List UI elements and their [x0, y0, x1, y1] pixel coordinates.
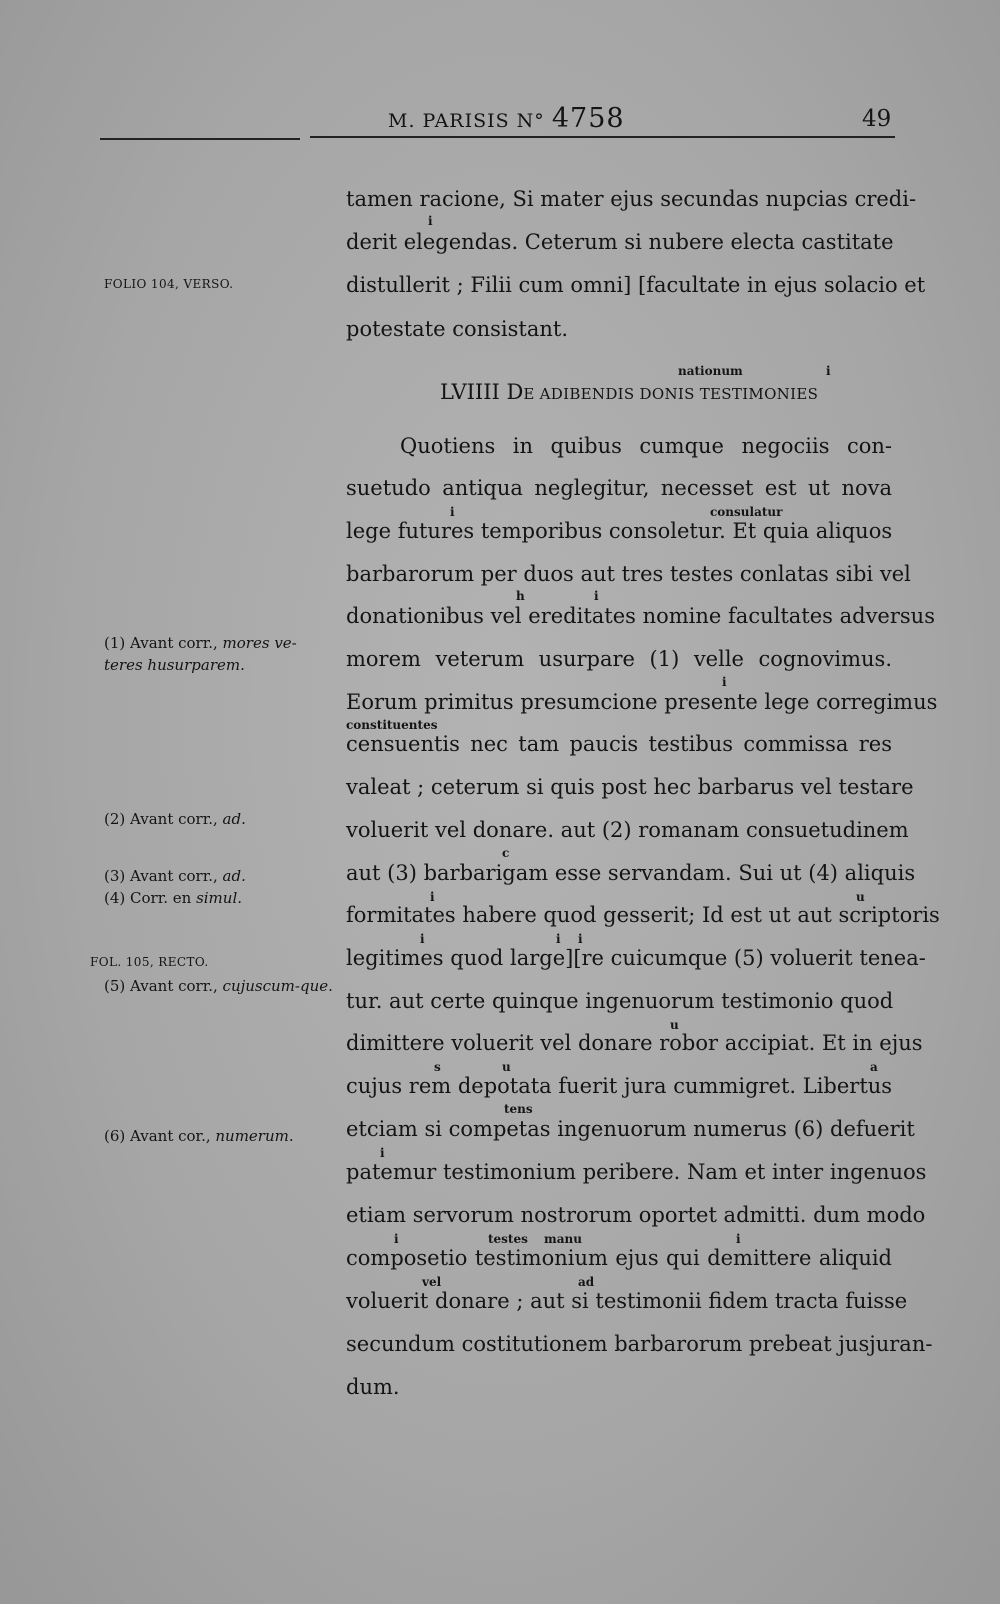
chapter-numeral: LVIIII [440, 380, 500, 404]
footnote-2-text: (2) Avant corr., [104, 810, 223, 828]
interlinear-note: nationum [678, 364, 743, 378]
interlinear-note: manu [544, 1232, 582, 1246]
footnote-3 [104, 865, 334, 887]
text-line: valeat ; ceterum si quis post hec barbarus vel testare [346, 775, 914, 799]
text-line: secundum costitutionem barbarorum prebeat jusjuran- [346, 1332, 933, 1356]
text-line: censuentis nec tam paucis testibus commissa res [346, 732, 892, 756]
text-line: lege futures temporibus consoletur. Et quia aliquos [346, 519, 893, 543]
margin-folio-verso: FOLIO 104, VERSO. [104, 277, 234, 291]
chapter-title: E ADIBENDIS DONIS TESTIMONIES [523, 385, 819, 403]
interlinear-note: ad [578, 1275, 595, 1289]
interlinear-note: i [394, 1232, 399, 1246]
footnote-5-variant: cujuscum-que. [222, 977, 333, 995]
interlinear-note: a [870, 1060, 878, 1074]
interlinear-note: h [516, 589, 525, 603]
text-line: donationibus vel ereditates nomine facultates adversus [346, 604, 935, 628]
interlinear-note: tens [504, 1102, 533, 1116]
footnote-3-variant: ad. [222, 867, 246, 885]
interlinear-note: i [556, 932, 561, 946]
text-line: derit elegendas. Ceterum si nubere electa castitate [346, 230, 894, 254]
text-line: Eorum primitus presumcione presente lege corregimus [346, 690, 938, 714]
interlinear-note: i [736, 1232, 741, 1246]
interlinear-note: constituentes [346, 718, 438, 732]
text-line: morem veterum usurpare (1) velle cognovimus. [346, 647, 892, 671]
running-title [388, 103, 625, 134]
text-line: formitates habere quod gesserit; Id est ut aut scriptoris [346, 903, 940, 927]
footnote-5-text: (5) Avant corr., [104, 977, 223, 995]
text-line: voluerit vel donare. aut (2) romanam consuetudinem [346, 818, 909, 842]
footnote-3-text: (3) Avant corr., [104, 867, 223, 885]
chapter-title-initial: D [506, 380, 524, 404]
page-number: 49 [862, 106, 892, 132]
interlinear-note: i [428, 214, 433, 228]
interlinear-note: u [856, 890, 865, 904]
margin-folio-recto: FOL. 105, RECTO. [90, 955, 209, 969]
interlinear-note: i [826, 364, 831, 378]
header-rule-right [310, 136, 895, 138]
footnote-2-variant: ad. [222, 810, 246, 828]
footnote-1 [104, 632, 334, 676]
text-line: voluerit donare ; aut si testimonii fidem tracta fuisse [346, 1289, 908, 1313]
interlinear-note: s [434, 1060, 441, 1074]
header-rule-left [100, 138, 300, 140]
interlinear-note: u [670, 1018, 679, 1032]
chapter-heading [440, 380, 818, 404]
text-line: tur. aut certe quinque ingenuorum testimonio quod [346, 989, 894, 1013]
text-line: dum. [346, 1375, 400, 1399]
text-line: suetudo antiqua neglegitur, necesset est ut nova [346, 476, 892, 500]
footnote-6-variant: numerum. [215, 1127, 294, 1145]
interlinear-note: i [430, 890, 435, 904]
interlinear-note: i [722, 675, 727, 689]
footnote-1-text: (1) Avant corr., [104, 634, 223, 652]
text-line: patemur testimonium peribere. Nam et inter ingenuos [346, 1160, 927, 1184]
interlinear-note: i [578, 932, 583, 946]
running-title-number: 4758 [551, 103, 625, 134]
footnote-4-text: (4) Corr. en [104, 889, 197, 907]
footnote-6-text: (6) Avant cor., [104, 1127, 216, 1145]
interlinear-note: i [420, 932, 425, 946]
interlinear-note: i [380, 1146, 385, 1160]
text-line: etiam servorum nostrorum oportet admitti. dum modo [346, 1203, 926, 1227]
text-line: etciam si competas ingenuorum numerus (6) defuerit [346, 1117, 915, 1141]
interlinear-note: testes [488, 1232, 528, 1246]
footnote-1-variant: mores ve-teres husurparem. [104, 634, 297, 674]
text-line: tamen racione, Si mater ejus secundas nupcias credi- [346, 187, 917, 211]
footnote-2 [104, 808, 334, 830]
text-line: legitimes quod large][re cuicumque (5) voluerit tenea- [346, 946, 926, 970]
text-line: potestate consistant. [346, 317, 569, 341]
footnote-5 [104, 975, 334, 997]
interlinear-note: c [502, 846, 510, 860]
text-line: composetio testimonium ejus qui demittere aliquid [346, 1246, 892, 1270]
text-line: Quotiens in quibus cumque negociis con- [400, 434, 892, 458]
interlinear-note: i [594, 589, 599, 603]
footnote-6 [104, 1125, 334, 1147]
text-line: aut (3) barbarigam esse servandam. Sui ut (4) aliquis [346, 861, 916, 885]
interlinear-note: u [502, 1060, 511, 1074]
text-line: cujus rem depotata fuerit jura cummigret. Libertus [346, 1074, 893, 1098]
interlinear-note: i [450, 505, 455, 519]
interlinear-note: vel [422, 1275, 442, 1289]
text-line: barbarorum per duos aut tres testes conlatas sibi vel [346, 562, 911, 586]
running-title-text: M. PARISIS N° [388, 110, 552, 132]
text-line: distullerit ; Filii cum omni] [facultate in ejus solacio et [346, 273, 926, 297]
interlinear-note: consulatur [710, 505, 783, 519]
text-line: dimittere voluerit vel donare robor accipiat. Et in ejus [346, 1031, 923, 1055]
footnote-4 [104, 887, 334, 909]
footnote-4-variant: simul. [196, 889, 243, 907]
